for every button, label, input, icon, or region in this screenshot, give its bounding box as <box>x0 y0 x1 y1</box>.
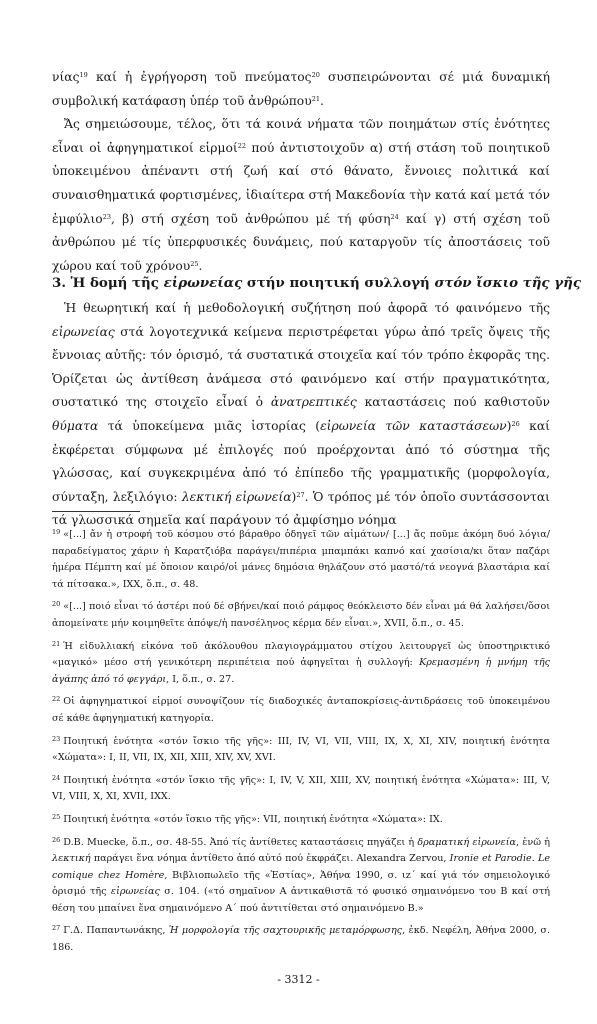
text-run: στά λογοτεχνικά κείμενα περιστρέφεται γύρω ἀπό τρεῖς ὄψεις τῆς ἔννοιας αὐτῆς: τόν ὁρισμό, τά συστατικά στοιχεῖα καί τόν τρόπο ἐκφορᾶς της. Ὁρίζεται ὡς ἀντίθεση ἀνάμεσα στό φαινόμενο καί στήν πραγματικότητα, συστατικό της στοιχεῖο εἶναί ὁ <box>52 324 550 410</box>
section-heading <box>52 273 581 293</box>
italic-run: ἀνατρεπτικές <box>270 395 357 410</box>
footnote-text <box>52 641 550 685</box>
footnote-25 <box>52 809 550 829</box>
section-paragraph <box>52 297 550 533</box>
footnote-text <box>63 814 442 825</box>
footnote-number: 24 <box>52 773 61 782</box>
paragraph-1 <box>52 66 550 113</box>
footnote-ref: 22 <box>237 141 247 150</box>
text-run: , I, ὅ.π., σ. 27. <box>166 673 235 685</box>
text-run: , ἐνῶ ἡ <box>515 836 550 848</box>
intro-text <box>52 66 550 278</box>
text-run: τά ὑποκείμενα μιᾶς ἱστορίας ( <box>98 418 321 433</box>
text-run: νίας <box>52 70 80 84</box>
text-run: . Ὁ τρόπος μέ τόν ὁποῖο συντάσσονται τά γλωσσικά σημεῖα καί παράγουν τό ἀμφίσημο νόημα <box>52 489 550 528</box>
text-run: πού ἀντιστοιχοῦν α) στή στάση τοῦ ποιητικοῦ ὑποκειμένου ἀπέναντι στή ζωή καί στό θάνατο, ἔννοιες πολιτικά καί συναισθηματικά φορτισμένες, ἰδιαίτερα στή Μακεδονία τὴν κατά καί μετά τόν ἐμφύλιο <box>52 140 550 226</box>
footnote-number: 19 <box>52 528 61 536</box>
text-run: καί ἐκφέρεται σύμφωνα μέ ἐπιλογές πού προέρχονται ἀπό τό σύστημα τῆς γλώσσας, καί συγκεκριμένα ἀπό τό ἐπίπεδο τῆς γραμματικῆς (μορφολογία, σύνταξη, λεξιλόγιο: <box>52 418 550 504</box>
text-run: Ποιητική ἑνότητα «στόν ἴσκιο τῆς γῆς»: III, IV, VI, VII, VIII, IX, X, XI, XIV, ποιητική ἑνότητα «Χώματα»: I, II, VII, IX, XII, XIII, XIV, XV, XVI. <box>52 735 550 764</box>
text-run: στήν ποιητική συλλογή <box>242 275 435 291</box>
italic-run: εἰρωνείας <box>52 324 115 339</box>
footnote-ref: 19 <box>79 71 88 79</box>
text-run: ) <box>506 418 512 433</box>
italic-run: Κρεμασμένη ἡ μνήμη τῆς ἀγάπης ἀπό τό φεγγάρι <box>52 657 550 685</box>
section-text <box>52 297 550 533</box>
footnote-ref: 25 <box>190 259 199 268</box>
italic-run: εἰρωνείας <box>110 886 160 898</box>
text-run: Ἄς σημειώσουμε, τέλος, ὅτι τά κοινά νήματα τῶν ποιημάτων στίς ἑνότητες εἶναι οἱ ἀφηγηματικοί εἱρμοί <box>52 117 550 155</box>
italic-run: εἰρωνείας <box>163 275 243 291</box>
footnote-ref: 23 <box>102 212 111 221</box>
text-run: ) <box>291 489 297 504</box>
footnote-27 <box>52 920 550 956</box>
footnote-text <box>52 775 550 803</box>
footnote-number: 23 <box>52 734 61 743</box>
text-run: . <box>198 258 203 273</box>
text-run: Γ.Δ. Παπαντωνάκης, <box>63 925 169 937</box>
footnote-23 <box>52 731 550 767</box>
text-run: , ἐκδ. Νεφέλη, Ἀθήνα 2000, σ. 186. <box>52 925 550 954</box>
text-run: καταστάσεις πού καθιστοῦν <box>356 395 550 410</box>
text-run: , β) στή σχέση τοῦ ἀνθρώπου μέ τή φύση <box>110 211 391 226</box>
footnote-number: 27 <box>52 924 61 933</box>
text-run: «[...] ποιό εἶναι τό ἀστέρι πού δέ σβήνει/καί ποιό ράμφος θεόκλειστο δέν εἶναι μά θά λαλήσει/ὅσοι ἀπομείνατε μήν κοιμηθεῖτε ἀπόψε/ἡ πανσέληνος κέρμα δέν εἶναι.», XVII, ὅ.π., σ. 45. <box>52 601 550 629</box>
footnote-ref: 27 <box>296 490 305 499</box>
footnote-19 <box>52 524 550 593</box>
footnote-text <box>52 736 550 764</box>
footnote-number: 25 <box>52 812 61 821</box>
italic-run: Ἡ μορφολογία τῆς σαχτουρικῆς μεταμόρφωσης <box>168 925 403 937</box>
text-run: . <box>319 93 324 108</box>
footnote-ref: 26 <box>511 419 520 428</box>
text-run: «[...] ἄν ἡ στροφή τοῦ κόσμου στό βάραθρο ὁδηγεῖ τῶν αἱμάτων/ [...] ἄς ποῦμε ἀκόμη δυό λόγια/παραδείγματος χάριν ἡ Καρατζιόβα παράγει/πιπέρια μπαμπάκι καπνό καί χασίσια/κι ὅταν παζάρι ἡμέρα Πέμπτη καί μέ ὅποιον καιρό/οἱ μάνες δημόσια θηλάζουν στό μαστό/τά νεογνά βλαστάρια καί τά πίτσακα.», ΙΧΧ, ὅ.π., σ. 48. <box>52 529 550 590</box>
text-run: Οἱ ἀφηγηματικοί εἱρμοί συνοψίζουν τίς διαδοχικές ἀνταποκρίσεις-ἀντιδράσεις τοῦ ὑποκειμένου σέ κάθε ἀφηγηματική κατηγορία. <box>52 696 550 724</box>
footnote-ref: 20 <box>311 71 320 79</box>
italic-run: εἰρωνεία τῶν καταστάσεων <box>320 418 507 433</box>
footnote-text <box>52 529 550 590</box>
text-run: καί γ) στή σχέση τοῦ ἀνθρώπου μέ τίς ὑπερφυσικές δυνάμεις, πού καταργοῦν τίς ἀποστάσεις τοῦ χώρου καί τοῦ χρόνου <box>52 211 550 273</box>
footnote-number: 22 <box>52 695 61 704</box>
page-number: - 3312 - <box>277 973 320 986</box>
footnote-number: 26 <box>52 835 61 844</box>
footnote-22 <box>52 691 550 727</box>
footnote-ref: 21 <box>311 94 320 103</box>
italic-run: στόν ἴσκιο τῆς γῆς <box>434 275 581 291</box>
footnote-20 <box>52 596 550 632</box>
text-run: Ποιητική ἑνότητα «στόν ἴσκιο τῆς γῆς»: VII, ποιητική ἑνότητα «Χώματα»: IX. <box>63 813 443 825</box>
text-run: , Βιβλιοπωλεῖο τῆς «Ἑστίας», Ἀθήνα 1990, σ. ιz΄ καί γιά τόν σημειολογικό ὁρισμό τῆς <box>52 869 550 898</box>
text-run: 3. Ἡ δομή τῆς <box>52 275 164 291</box>
italic-run: λεκτική εἰρωνεία <box>181 489 292 504</box>
footnote-text <box>52 925 550 953</box>
footnote-24 <box>52 770 550 806</box>
footnote-26 <box>52 832 550 918</box>
text-run: Ἡ εἰδυλλιακή εἰκόνα τοῦ ἀκόλουθου πλαγιογράμματου στίχου λειτουργεῖ ὡς ὑποστηρικτικό «μαγικό» μέσο στή γενικότερη περιπέτεια πού ἀφηγεῖται ἡ συλλογή: <box>52 640 550 669</box>
footnote-number: 20 <box>52 600 61 609</box>
text-run: συσπειρώνονται σέ μιά δυναμική συμβολική κατάφαση ὑπέρ τοῦ ἀνθρώπου <box>52 70 550 108</box>
text-run: σ. 104. («τό σημαῖνον Α ἀντικαθιστᾶ τό φυσικό σημαινόμενο του Β καί στή θέση του μπαίνει ἕνα σημαινόμενο Α΄ πού ἀντιτίθεται στό σημαινόμενο Β.» <box>52 886 550 914</box>
footnote-ref: 24 <box>390 212 399 221</box>
italic-run: θύματα <box>52 418 99 433</box>
footnotes <box>52 524 550 957</box>
paragraph-2 <box>52 113 550 278</box>
footnote-text <box>52 696 550 724</box>
text-run: D.B. Muecke, ὅ.π., σσ. 48-55. Ἀπό τίς ἀντίθετες καταστάσεις πηγάζει ἡ <box>63 836 418 848</box>
footnote-number: 21 <box>52 639 61 648</box>
footnote-21 <box>52 636 550 689</box>
footnote-rule <box>52 511 140 512</box>
text-run: καί ἡ ἐγρήγορση τοῦ πνεύματος <box>87 70 312 84</box>
italic-run: Ironie et Parodie. Le comique chez Homère <box>52 853 550 881</box>
text-run: Ἡ θεωρητική καί ἡ μεθοδολογική συζήτηση πού ἀφορᾶ τό φαινόμενο τῆς <box>64 301 550 315</box>
italic-run: δραματική εἰρωνεία <box>417 836 516 848</box>
footnote-text <box>52 601 550 629</box>
footnote-text <box>52 837 550 914</box>
text-run: παράγει ἕνα νόημα ἀντίθετο ἀπό αὐτό πού ἐκφράζει. Alexandra Zervou, <box>90 853 450 865</box>
italic-run: λεκτική <box>52 853 91 865</box>
text-run: Ποιητική ἑνότητα «στόν ἴσκιο τῆς γῆς»: I, IV, V, XII, XIII, XV, ποιητική ἑνότητα «Χώματα»: III, V, VI, VIII, X, XI, XVII, IXX. <box>52 774 550 803</box>
